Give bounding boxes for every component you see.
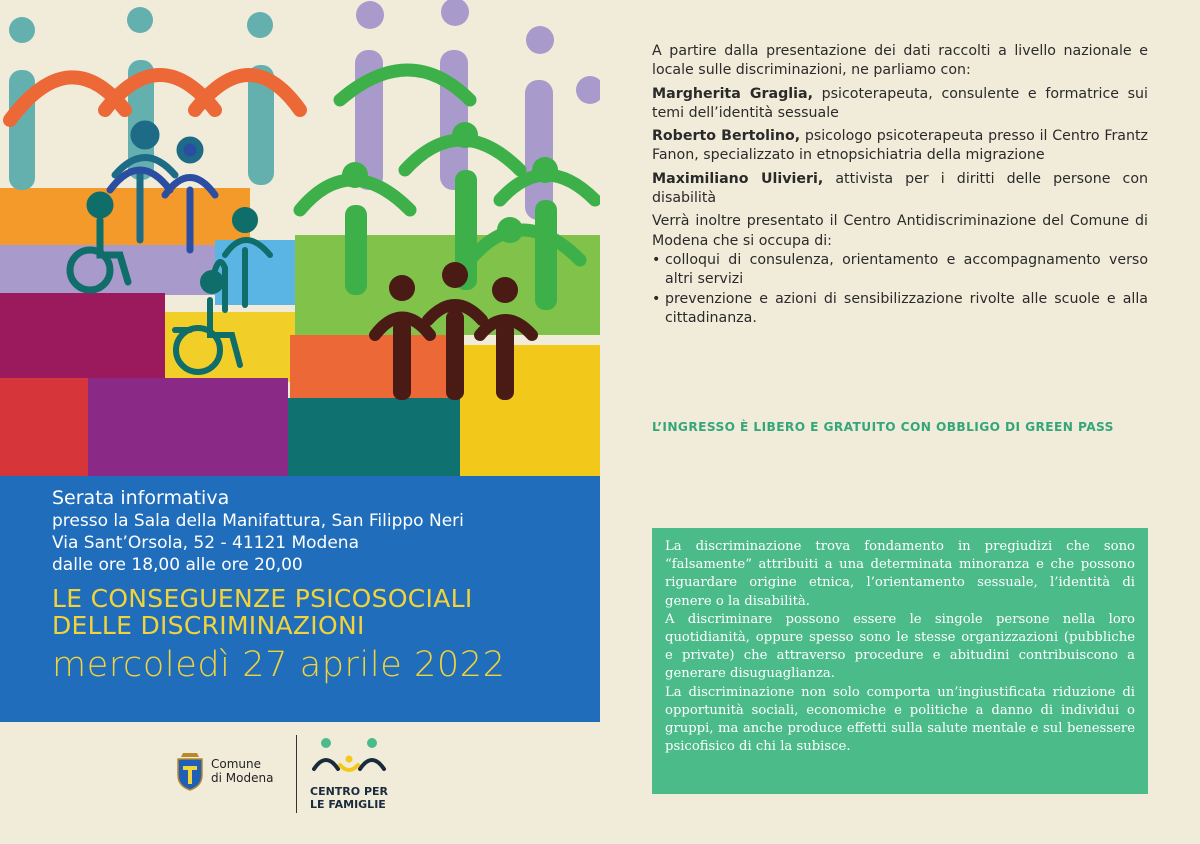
event-type: Serata informativa: [52, 487, 230, 509]
centro-intro: Verrà inoltre presentato il Centro Antidiscriminazione del Comune di Modena che si occupa di:: [652, 213, 1148, 249]
coat-of-arms-icon: [175, 751, 205, 791]
comune-name-line2: di Modena: [211, 771, 274, 785]
event-info-box: [0, 476, 600, 722]
speaker-1: [652, 85, 1148, 124]
speaker-name: Roberto Bertolino,: [652, 128, 801, 145]
intro-text: A partire dalla presentazione dei dati raccolti a livello nazionale e locale sulle discriminazioni, ne parliamo con:: [652, 43, 1148, 79]
speaker-2: [652, 127, 1148, 166]
speaker-role: psicologo psicoterapeuta presso il Centro Frantz Fanon, specializzato in etnopsichiatria della migrazione: [652, 128, 1148, 164]
speaker-3: [652, 170, 1148, 209]
speaker-name: Margherita Graglia,: [652, 85, 813, 102]
centro-name-line2: LE FAMIGLIE: [310, 798, 386, 811]
services-list: [652, 251, 1148, 328]
comune-logo: [175, 751, 273, 791]
illustration: [0, 0, 600, 476]
event-title-line1: LE CONSEGUENZE PSICOSOCIALI: [52, 584, 473, 613]
box-paragraph: La discriminazione non solo comporta un’ingiustificata riduzione di opportunità sociali, economiche e politiche a danno di individui o gruppi, ma anche produce effetti sulla salute mentale e sul benessere psicofisico di chi la subisce.: [665, 684, 1135, 755]
speaker-name: Maximiliano Ulivieri,: [652, 170, 824, 187]
description-column: [652, 42, 1148, 328]
event-time: dalle ore 18,00 alle ore 20,00: [52, 555, 303, 575]
service-item: • colloqui di consulenza, orientamento e accompagnamento verso altri servizi: [652, 251, 1148, 290]
speaker-role: attivista per i diritti delle persone con disabilità: [652, 170, 1149, 207]
people-icons: [0, 0, 600, 476]
event-title: [52, 585, 600, 639]
centro-famiglie-icon: [310, 735, 390, 781]
box-paragraph: A discriminare possono essere le singole persone nella loro quotidianità, oppure spesso sono le stesse organizzazioni (pubbliche e private) che attraverso procedure e abitudini contribuiscono a generare disuguaglianza.: [665, 611, 1135, 682]
centro-name-line1: CENTRO PER: [310, 785, 388, 798]
centro-famiglie-logo: [310, 735, 420, 815]
logo-divider: [296, 735, 297, 813]
event-title-line2: DELLE DISCRIMINAZIONI: [52, 611, 365, 640]
service-item: • prevenzione e azioni di sensibilizzazione rivolte alle scuole e alla cittadinanza.: [652, 290, 1148, 329]
event-date: mercoledì 27 aprile 2022: [52, 645, 506, 685]
event-venue: presso la Sala della Manifattura, San Filippo Neri: [52, 511, 464, 531]
comune-name-line1: Comune: [211, 757, 262, 771]
discrimination-info-box: [652, 528, 1148, 794]
speaker-role: psicoterapeuta, consulente e formatrice sui temi dell’identità sessuale: [652, 85, 1148, 121]
event-address: Via Sant’Orsola, 52 - 41121 Modena: [52, 533, 359, 553]
box-paragraph: La discriminazione trova fondamento in pregiudizi che sono “falsamente” attribuiti a una determinata minoranza e che possono riguardare origine etnica, l’orientamento sessuale, l’identità di genere o la disabilità.: [665, 539, 1135, 609]
entry-notice: L’INGRESSO È LIBERO E GRATUITO CON OBBLIGO DI GREEN PASS: [652, 420, 1114, 434]
logos: [175, 735, 435, 815]
